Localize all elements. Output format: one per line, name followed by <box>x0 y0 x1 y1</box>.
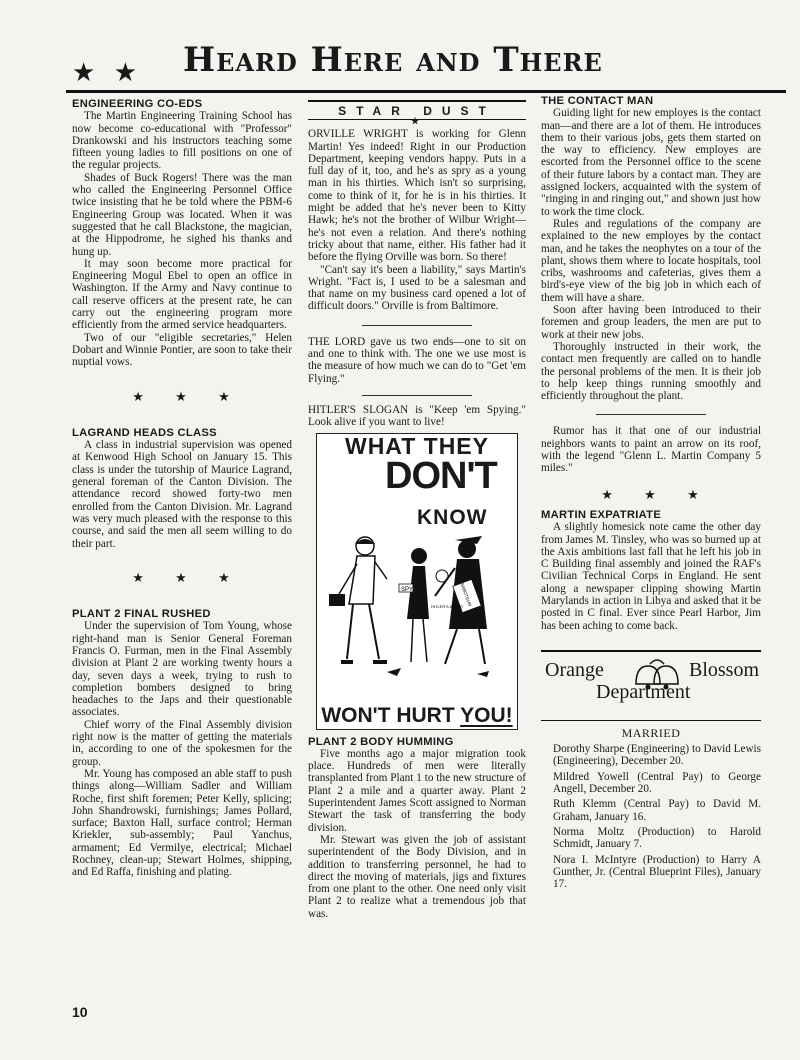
paragraph: Mr. Stewart was given the job of assistant superintendent of the Body Division, and in addition to transferring personnel, he had to direct the moving of materials, jigs and fixtures from one plant to the other. One need only visit Plant 2 to realize what a tremendous job that was. <box>308 833 526 920</box>
stardust-banner <box>308 100 526 126</box>
married-heading: MARRIED <box>541 720 761 739</box>
star-icon: ★ <box>411 116 420 126</box>
column-left <box>72 98 292 879</box>
heading-expatriate: MARTIN EXPATRIATE <box>541 508 662 521</box>
separator-stars: ★ ★ ★ <box>601 486 713 502</box>
paragraph: Rules and regulations of the company are explained to the new employes by the contact man, and he takes the neophytes on a tour of the plant, shows them where to locate hospitals, tool cribs, washrooms and cafeterias, gives them a bird's-eye view of the big job in which each of them will have a share. <box>541 217 761 304</box>
orange-blossom-header <box>541 650 761 712</box>
page-number: 10 <box>72 1004 88 1020</box>
paragraph: HITLER'S SLOGAN is "Keep 'em Spying." Look alive if you want to live! <box>308 403 526 429</box>
poster-line-1: WHAT THEY <box>344 432 489 459</box>
paragraph: The Martin Engineering Training School has now become co-educational with "Professor" Drankowski and his instructors teaching some fifteen young ladies to fill positions on one of the regular projects. <box>72 110 292 172</box>
poster-line-2: DON'T <box>385 454 497 497</box>
paragraph: ORVILLE WRIGHT is working for Glenn Martin! Yes indeed! Right in our Production Department, keeping vendors happy. Puts in a full day of it, too, and he's as spry as a young man in his thirties. Which isn't so surprising, come to think of it, for he is in his thirties. It might be added that he's never been to Kitty Hawk; he's not the brother of Wilbur Wright—he's not even a relation. And there's nothing tricky about that name, either. His father had it before the flying Orville was born. So there! <box>308 128 526 264</box>
column-center <box>308 100 526 920</box>
heading-contact-man: THE CONTACT MAN <box>541 95 654 107</box>
stardust-title: STAR DUST <box>338 104 496 118</box>
paragraph: Two of our "eligible secretaries," Helen Dobart and Winnie Pontier, are soon to take their nuptial vows. <box>72 331 292 369</box>
paragraph: Soon after having been introduced to their foremen and group leaders, the men are put to work at their new jobs. <box>541 304 761 341</box>
paragraph: Thoroughly instructed in their work, the contact men frequently are called on to handle the personal problems of the men. It is their job to help keep things running smoothly and efficiently throughout the plant. <box>541 340 761 403</box>
heading-plant2-final: PLANT 2 FINAL RUSHED <box>72 608 211 621</box>
heading-plant2-body: PLANT 2 BODY HUMMING <box>308 735 454 748</box>
column-right <box>541 95 761 893</box>
orange-word: Orange <box>545 658 604 681</box>
blossom-word: Blossom <box>689 658 760 681</box>
poster-line-4b: YOU! <box>460 704 513 728</box>
marriage-entry: Norma Moltz (Production) to Harold Schmidt, January 7. <box>553 825 761 851</box>
poster-line-4 <box>317 704 517 728</box>
paragraph: "Can't say it's been a liability," says Martin's Wright. "Fact is, I used to be a salesman and that name on my business card opened a lot of difficult doors." Orville is from Baltimore. <box>308 263 526 313</box>
page-title: Heard Here and There <box>183 40 603 80</box>
heading-lagrand: LAGRAND HEADS CLASS <box>72 426 217 439</box>
poster-line-3: KNOW <box>417 505 488 529</box>
paragraph: Guiding light for new employes is the contact man—and there are a lot of them. He introduces them to their various jobs, gets them started on the way to efficiency. New employes are escorted from the Personnel office to the scene of their future labors by a contact man. They are assigned lockers, acquainted with the system of "ringing in and ringing out," and shown just how to work the time clock. <box>541 107 761 218</box>
department-word: Department <box>596 680 691 703</box>
marriage-entry: Dorothy Sharpe (Engineering) to David Lewis (Engineering), December 20. <box>553 743 761 768</box>
paragraph: Rumor has it that one of our industrial neighbors wants to paint an arrow on its roof, with the legend "Glenn L. Martin Company 5 miles." <box>541 425 761 475</box>
divider <box>596 414 706 415</box>
paragraph: It may soon become more practical for Engineering Mogul Ebel to open an office in Washington. If the Army and Navy continue to call reserve officers at the present rate, he can carry out the engineering program more efficiently from the armed service headquarters. <box>72 257 292 332</box>
title-rule <box>66 90 786 93</box>
separator-stars: ★ ★ ★ <box>132 569 244 585</box>
poster-line-4a: WON'T HURT <box>321 704 461 728</box>
paragraph: Shades of Buck Rogers! There was the man who called the Engineering Personnel Office twice insisting that he be told where the PBM-6 Engineering Group was located. When it was suggested that he call Blackstone, the magician, at the Hippodrome, he sighed his thanks and hung up. <box>72 171 292 258</box>
paragraph: Under the supervision of Tom Young, whose right-hand man is Senior General Foreman Francis O. Furman, men in the Final Assembly division at Plant 2 are working twenty hours a day, seven days a week, trying to rush to completion bombers designed to bring headaches to the Japs and their questionable associates. <box>72 620 292 719</box>
paragraph: Mr. Young has composed an able staff to push things along—William Sadler and William Roche, first shift foremen; Peter Kelly, splicing; John Shandrowski, furnishings; James Pollard, surface; Baxton Hall, surface control; Herman Kriekler, sub-assembly; Paul Yanchus, armament; Ed Vermilye, electrical; Michael Rochney, clean-up; Stewart Holmes, shipping, and Ed Raffa, finishing and plating. <box>72 767 292 879</box>
poster-sign-agent: HITLER'S AGENT <box>431 603 464 609</box>
marriage-entry: Mildred Yowell (Central Pay) to George Angell, December 20. <box>553 770 761 796</box>
paragraph: Five months ago a major migration took place. Hundreds of men were literally transplanted from Plant 1 to the new structure of Plant 2 a mile and a quarter away. Plant 2 Superintendent James Scott assigned to Norman Stewart the task of transferring the body division. <box>308 747 526 834</box>
paragraph: A slightly homesick note came the other day from James M. Tinsley, who was so burned up at the Axis ambitions last fall that he left his job in C Building final assembly and joined the RAF's Civilian Technical Corps in England. He sent along a newspaper clipping showing Martin Marylands in action in Libya and asked that it be posted in C final. Ever since Pearl Harbor, Jim has been aching to come back. <box>541 521 761 632</box>
divider <box>362 325 472 326</box>
marriage-entry: Ruth Klemm (Central Pay) to David M. Graham, January 16. <box>553 798 761 823</box>
separator-stars: ★ ★ ★ <box>132 388 244 404</box>
poster-image <box>316 433 518 730</box>
poster-sign-spy: SPY <box>401 586 414 593</box>
marriage-entry: Nora I. McIntyre (Production) to Harry A Gunther, Jr. (Central Blueprint Files), January 17. <box>553 853 761 891</box>
paragraph: Chief worry of the Final Assembly division right now is the matter of getting the materials in, according to one of the spokesmen for the group. <box>72 718 292 768</box>
paragraph: THE LORD gave us two ends—one to sit on and one to think with. The one we use most is the measure of how much we can do to "Get 'em Flying." <box>308 335 526 385</box>
poster-illustration <box>327 534 507 684</box>
divider <box>362 395 472 396</box>
heading-engineering: ENGINEERING CO-EDS <box>72 98 203 110</box>
paragraph: A class in industrial supervision was opened at Kenwood High School on January 15. This class is under the tutorship of Maurice Lagrand, general foreman of the Canton Division. The attendance record showed forty-two men enrolled from the Canton Division. Mr. Lagrand was very much pleased with the response to this course, and said the men all seem willing to do their part. <box>72 439 292 550</box>
masthead-stars: ★ ★ <box>72 58 144 87</box>
poster-sign-saboteur: SABOTEUR <box>459 581 473 607</box>
